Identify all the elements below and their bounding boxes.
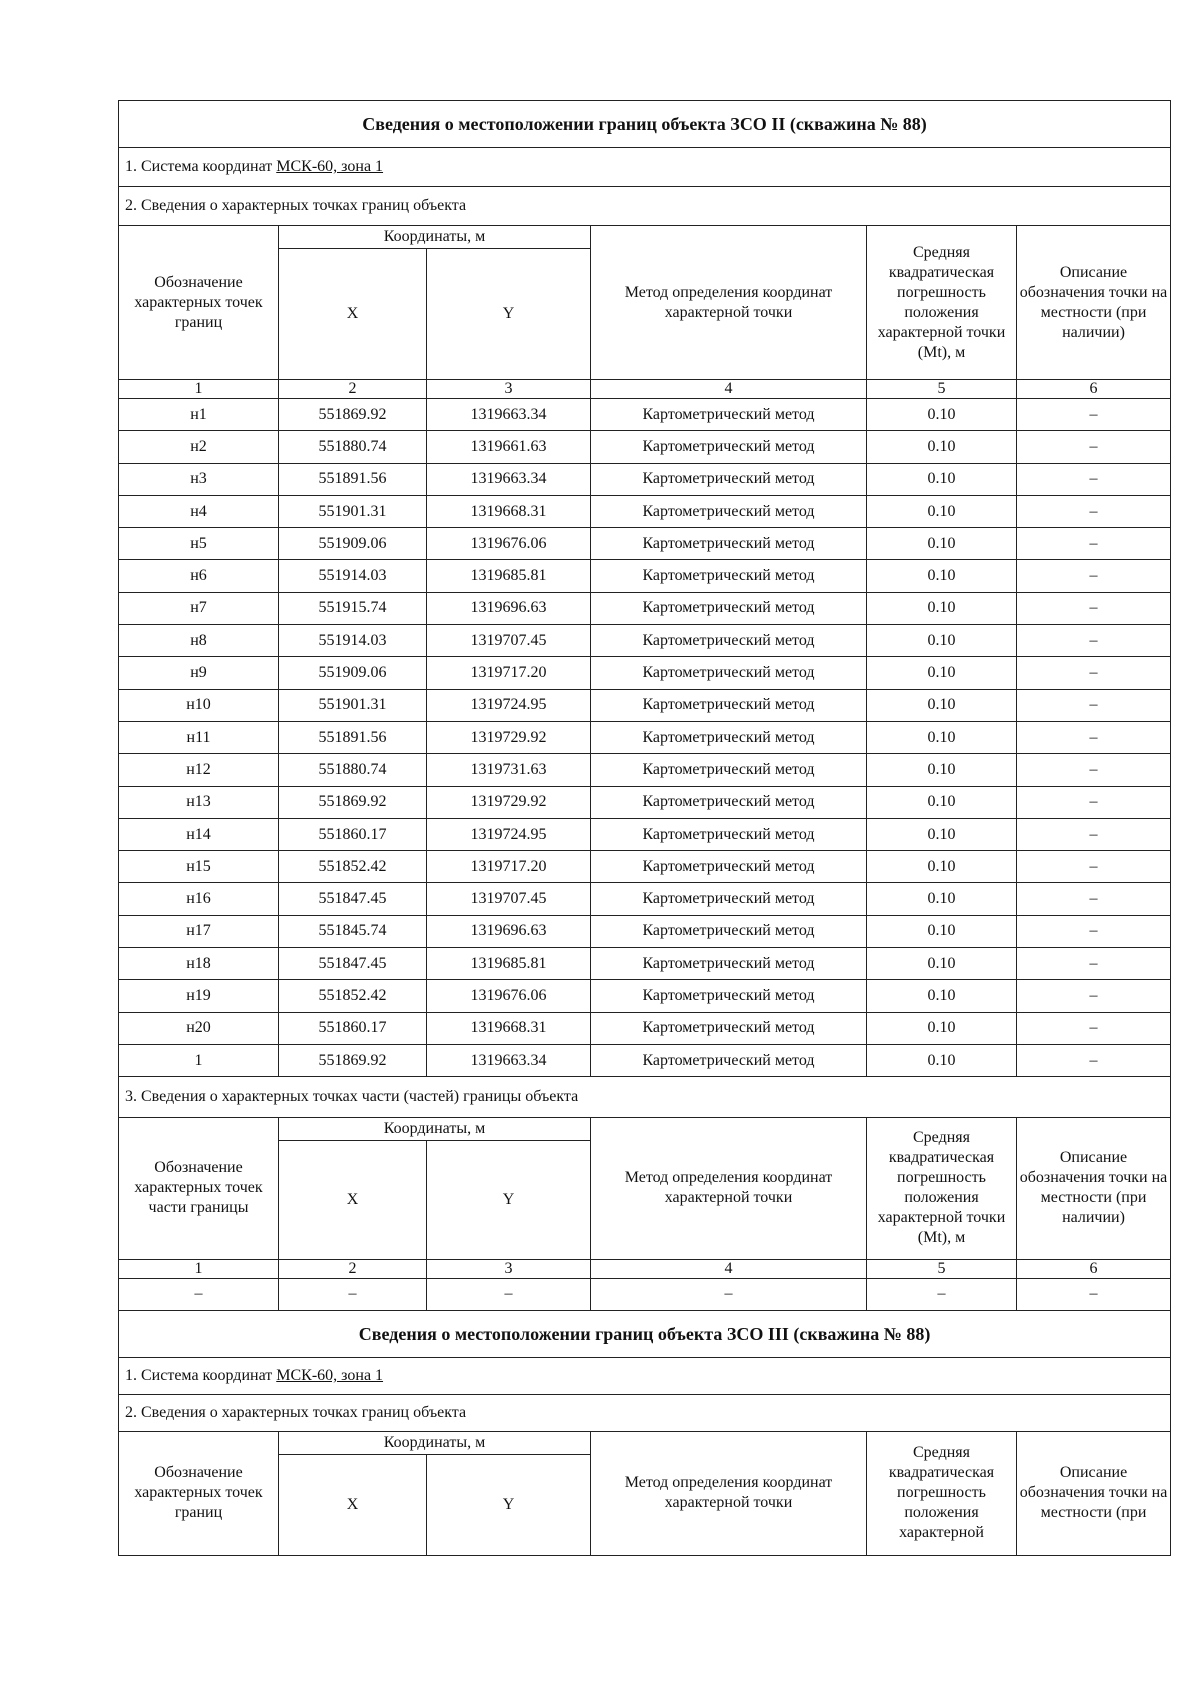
point-x: 551852.42	[279, 851, 427, 883]
table-row	[119, 754, 1171, 786]
point-y: 1319707.45	[427, 883, 591, 915]
empty-cell: –	[867, 1278, 1017, 1310]
point-id: н14	[119, 818, 279, 850]
table-row	[119, 948, 1171, 980]
point-id: н11	[119, 721, 279, 753]
point-method: Картометрический метод	[591, 1044, 867, 1076]
point-x: 551909.06	[279, 657, 427, 689]
col-designation: Обозначение характерных точек части границы	[119, 1117, 279, 1259]
point-x: 551847.45	[279, 948, 427, 980]
point-x: 551880.74	[279, 431, 427, 463]
table-row	[119, 560, 1171, 592]
point-y: 1319663.34	[427, 463, 591, 495]
col-number: 2	[279, 380, 427, 399]
point-y: 1319661.63	[427, 431, 591, 463]
point-error: 0.10	[867, 721, 1017, 753]
point-description: –	[1017, 786, 1171, 818]
col-y: Y	[427, 249, 591, 380]
point-error: 0.10	[867, 399, 1017, 431]
point-id: н18	[119, 948, 279, 980]
table-row	[119, 980, 1171, 1012]
table-row	[119, 463, 1171, 495]
point-x: 551869.92	[279, 786, 427, 818]
col-method: Метод определения координат характерной точки	[591, 1431, 867, 1555]
point-method: Картометрический метод	[591, 980, 867, 1012]
point-method: Картометрический метод	[591, 592, 867, 624]
point-method: Картометрический метод	[591, 625, 867, 657]
point-x: 551891.56	[279, 721, 427, 753]
point-description: –	[1017, 818, 1171, 850]
point-description: –	[1017, 528, 1171, 560]
point-description: –	[1017, 592, 1171, 624]
zso3-table	[118, 1310, 1171, 1556]
point-id: н13	[119, 786, 279, 818]
empty-cell: –	[1017, 1278, 1171, 1310]
point-id: н3	[119, 463, 279, 495]
col-y: Y	[427, 1140, 591, 1259]
col-method: Метод определения координат характерной точки	[591, 1117, 867, 1259]
point-error: 0.10	[867, 495, 1017, 527]
point-error: 0.10	[867, 689, 1017, 721]
table-row	[119, 657, 1171, 689]
point-method: Картометрический метод	[591, 915, 867, 947]
col-number: 4	[591, 380, 867, 399]
point-x: 551847.45	[279, 883, 427, 915]
point-method: Картометрический метод	[591, 948, 867, 980]
col-number: 6	[1017, 380, 1171, 399]
zso3-title: Сведения о местоположении границ объекта ЗСО III (скважина № 88)	[119, 1310, 1171, 1357]
point-method: Картометрический метод	[591, 463, 867, 495]
col-number: 3	[427, 1259, 591, 1278]
point-x: 551880.74	[279, 754, 427, 786]
col-designation: Обозначение характерных точек границ	[119, 1431, 279, 1555]
point-y: 1319685.81	[427, 948, 591, 980]
point-y: 1319663.34	[427, 1044, 591, 1076]
point-method: Картометрический метод	[591, 560, 867, 592]
col-coords: Координаты, м	[279, 226, 591, 249]
table-row	[119, 399, 1171, 431]
point-description: –	[1017, 754, 1171, 786]
col-coords: Координаты, м	[279, 1117, 591, 1140]
point-method: Картометрический метод	[591, 528, 867, 560]
col-coords: Координаты, м	[279, 1431, 591, 1454]
point-y: 1319668.31	[427, 495, 591, 527]
table-row	[119, 625, 1171, 657]
coord-system-label: 1. Система координат	[125, 158, 273, 175]
point-id: н19	[119, 980, 279, 1012]
point-error: 0.10	[867, 915, 1017, 947]
zso2-points-heading: 2. Сведения о характерных точках границ объекта	[119, 187, 1171, 226]
point-method: Картометрический метод	[591, 883, 867, 915]
point-y: 1319707.45	[427, 625, 591, 657]
col-x: X	[279, 249, 427, 380]
point-error: 0.10	[867, 528, 1017, 560]
col-y: Y	[427, 1454, 591, 1555]
col-number: 4	[591, 1259, 867, 1278]
point-id: н12	[119, 754, 279, 786]
point-method: Картометрический метод	[591, 786, 867, 818]
point-description: –	[1017, 625, 1171, 657]
point-id: н10	[119, 689, 279, 721]
point-y: 1319724.95	[427, 689, 591, 721]
point-id: н15	[119, 851, 279, 883]
col-description: Описание обозначения точки на местности (при	[1017, 1431, 1171, 1555]
col-method: Метод определения координат характерной точки	[591, 226, 867, 380]
empty-cell: –	[591, 1278, 867, 1310]
point-description: –	[1017, 1044, 1171, 1076]
point-description: –	[1017, 883, 1171, 915]
col-number: 1	[119, 1259, 279, 1278]
point-description: –	[1017, 463, 1171, 495]
point-id: н1	[119, 399, 279, 431]
col-x: X	[279, 1140, 427, 1259]
point-description: –	[1017, 399, 1171, 431]
point-error: 0.10	[867, 883, 1017, 915]
table-row	[119, 915, 1171, 947]
point-x: 551869.92	[279, 399, 427, 431]
col-number: 3	[427, 380, 591, 399]
point-x: 551891.56	[279, 463, 427, 495]
table-row	[119, 431, 1171, 463]
parts-table	[118, 1076, 1171, 1311]
zso2-coord-system	[119, 148, 1171, 187]
point-error: 0.10	[867, 786, 1017, 818]
zso2-table	[118, 100, 1171, 1077]
col-number: 5	[867, 1259, 1017, 1278]
table-row	[119, 689, 1171, 721]
point-method: Картометрический метод	[591, 721, 867, 753]
point-y: 1319729.92	[427, 721, 591, 753]
point-x: 551860.17	[279, 1012, 427, 1044]
point-error: 0.10	[867, 980, 1017, 1012]
point-id: н6	[119, 560, 279, 592]
col-number: 6	[1017, 1259, 1171, 1278]
table-row	[119, 883, 1171, 915]
col-error: Средняя квадратическая погрешность положения характерной точки (Mt), м	[867, 1117, 1017, 1259]
point-id: н9	[119, 657, 279, 689]
point-x: 551845.74	[279, 915, 427, 947]
point-y: 1319696.63	[427, 592, 591, 624]
point-x: 551914.03	[279, 560, 427, 592]
point-y: 1319729.92	[427, 786, 591, 818]
col-x: X	[279, 1454, 427, 1555]
coord-system-value: МСК-60, зона 1	[276, 1366, 384, 1384]
point-y: 1319696.63	[427, 915, 591, 947]
point-error: 0.10	[867, 592, 1017, 624]
point-error: 0.10	[867, 657, 1017, 689]
point-x: 551869.92	[279, 1044, 427, 1076]
coord-system-label: 1. Система координат	[125, 1366, 273, 1384]
points-body	[119, 399, 1171, 1077]
point-x: 551909.06	[279, 528, 427, 560]
table-row	[119, 528, 1171, 560]
point-y: 1319668.31	[427, 1012, 591, 1044]
point-description: –	[1017, 689, 1171, 721]
point-id: н8	[119, 625, 279, 657]
point-x: 551852.42	[279, 980, 427, 1012]
point-error: 0.10	[867, 818, 1017, 850]
empty-cell: –	[279, 1278, 427, 1310]
point-id: н4	[119, 495, 279, 527]
table-row	[119, 1012, 1171, 1044]
point-y: 1319731.63	[427, 754, 591, 786]
point-description: –	[1017, 657, 1171, 689]
point-id: н2	[119, 431, 279, 463]
point-method: Картометрический метод	[591, 689, 867, 721]
col-error: Средняя квадратическая погрешность положения характерной точки (Mt), м	[867, 226, 1017, 380]
point-id: н7	[119, 592, 279, 624]
point-method: Картометрический метод	[591, 754, 867, 786]
point-error: 0.10	[867, 851, 1017, 883]
point-error: 0.10	[867, 463, 1017, 495]
table-row	[119, 1044, 1171, 1076]
point-method: Картометрический метод	[591, 399, 867, 431]
point-y: 1319676.06	[427, 528, 591, 560]
point-id: н5	[119, 528, 279, 560]
zso2-title: Сведения о местоположении границ объекта ЗСО II (скважина № 88)	[119, 101, 1171, 148]
point-description: –	[1017, 431, 1171, 463]
table-row	[119, 495, 1171, 527]
point-method: Картометрический метод	[591, 657, 867, 689]
point-description: –	[1017, 851, 1171, 883]
point-description: –	[1017, 495, 1171, 527]
point-x: 551914.03	[279, 625, 427, 657]
table-row	[119, 592, 1171, 624]
point-error: 0.10	[867, 560, 1017, 592]
point-y: 1319717.20	[427, 851, 591, 883]
col-number: 5	[867, 380, 1017, 399]
col-error: Средняя квадратическая погрешность положения характерной	[867, 1431, 1017, 1555]
point-id: н20	[119, 1012, 279, 1044]
point-error: 0.10	[867, 754, 1017, 786]
point-method: Картометрический метод	[591, 495, 867, 527]
point-description: –	[1017, 915, 1171, 947]
parts-heading: 3. Сведения о характерных точках части (частей) границы объекта	[119, 1076, 1171, 1117]
point-description: –	[1017, 1012, 1171, 1044]
point-y: 1319717.20	[427, 657, 591, 689]
point-description: –	[1017, 948, 1171, 980]
table-row	[119, 786, 1171, 818]
point-method: Картометрический метод	[591, 851, 867, 883]
point-y: 1319676.06	[427, 980, 591, 1012]
point-method: Картометрический метод	[591, 1012, 867, 1044]
empty-cell: –	[427, 1278, 591, 1310]
point-x: 551901.31	[279, 495, 427, 527]
zso3-points-heading: 2. Сведения о характерных точках границ объекта	[119, 1394, 1171, 1431]
col-number: 1	[119, 380, 279, 399]
col-designation: Обозначение характерных точек границ	[119, 226, 279, 380]
point-x: 551860.17	[279, 818, 427, 850]
point-y: 1319685.81	[427, 560, 591, 592]
point-error: 0.10	[867, 431, 1017, 463]
col-number: 2	[279, 1259, 427, 1278]
point-error: 0.10	[867, 1012, 1017, 1044]
point-method: Картометрический метод	[591, 818, 867, 850]
col-description: Описание обозначения точки на местности (при наличии)	[1017, 1117, 1171, 1259]
point-error: 0.10	[867, 948, 1017, 980]
point-description: –	[1017, 980, 1171, 1012]
point-method: Картометрический метод	[591, 431, 867, 463]
table-row	[119, 818, 1171, 850]
point-error: 0.10	[867, 625, 1017, 657]
table-row	[119, 851, 1171, 883]
point-y: 1319724.95	[427, 818, 591, 850]
point-id: 1	[119, 1044, 279, 1076]
document-page	[118, 100, 1170, 1556]
point-id: н16	[119, 883, 279, 915]
point-y: 1319663.34	[427, 399, 591, 431]
coord-system-value: МСК-60, зона 1	[276, 158, 384, 175]
zso3-coord-system	[119, 1357, 1171, 1394]
point-description: –	[1017, 560, 1171, 592]
empty-cell: –	[119, 1278, 279, 1310]
point-id: н17	[119, 915, 279, 947]
point-description: –	[1017, 721, 1171, 753]
point-x: 551901.31	[279, 689, 427, 721]
point-error: 0.10	[867, 1044, 1017, 1076]
point-x: 551915.74	[279, 592, 427, 624]
table-row	[119, 721, 1171, 753]
col-description: Описание обозначения точки на местности (при наличии)	[1017, 226, 1171, 380]
